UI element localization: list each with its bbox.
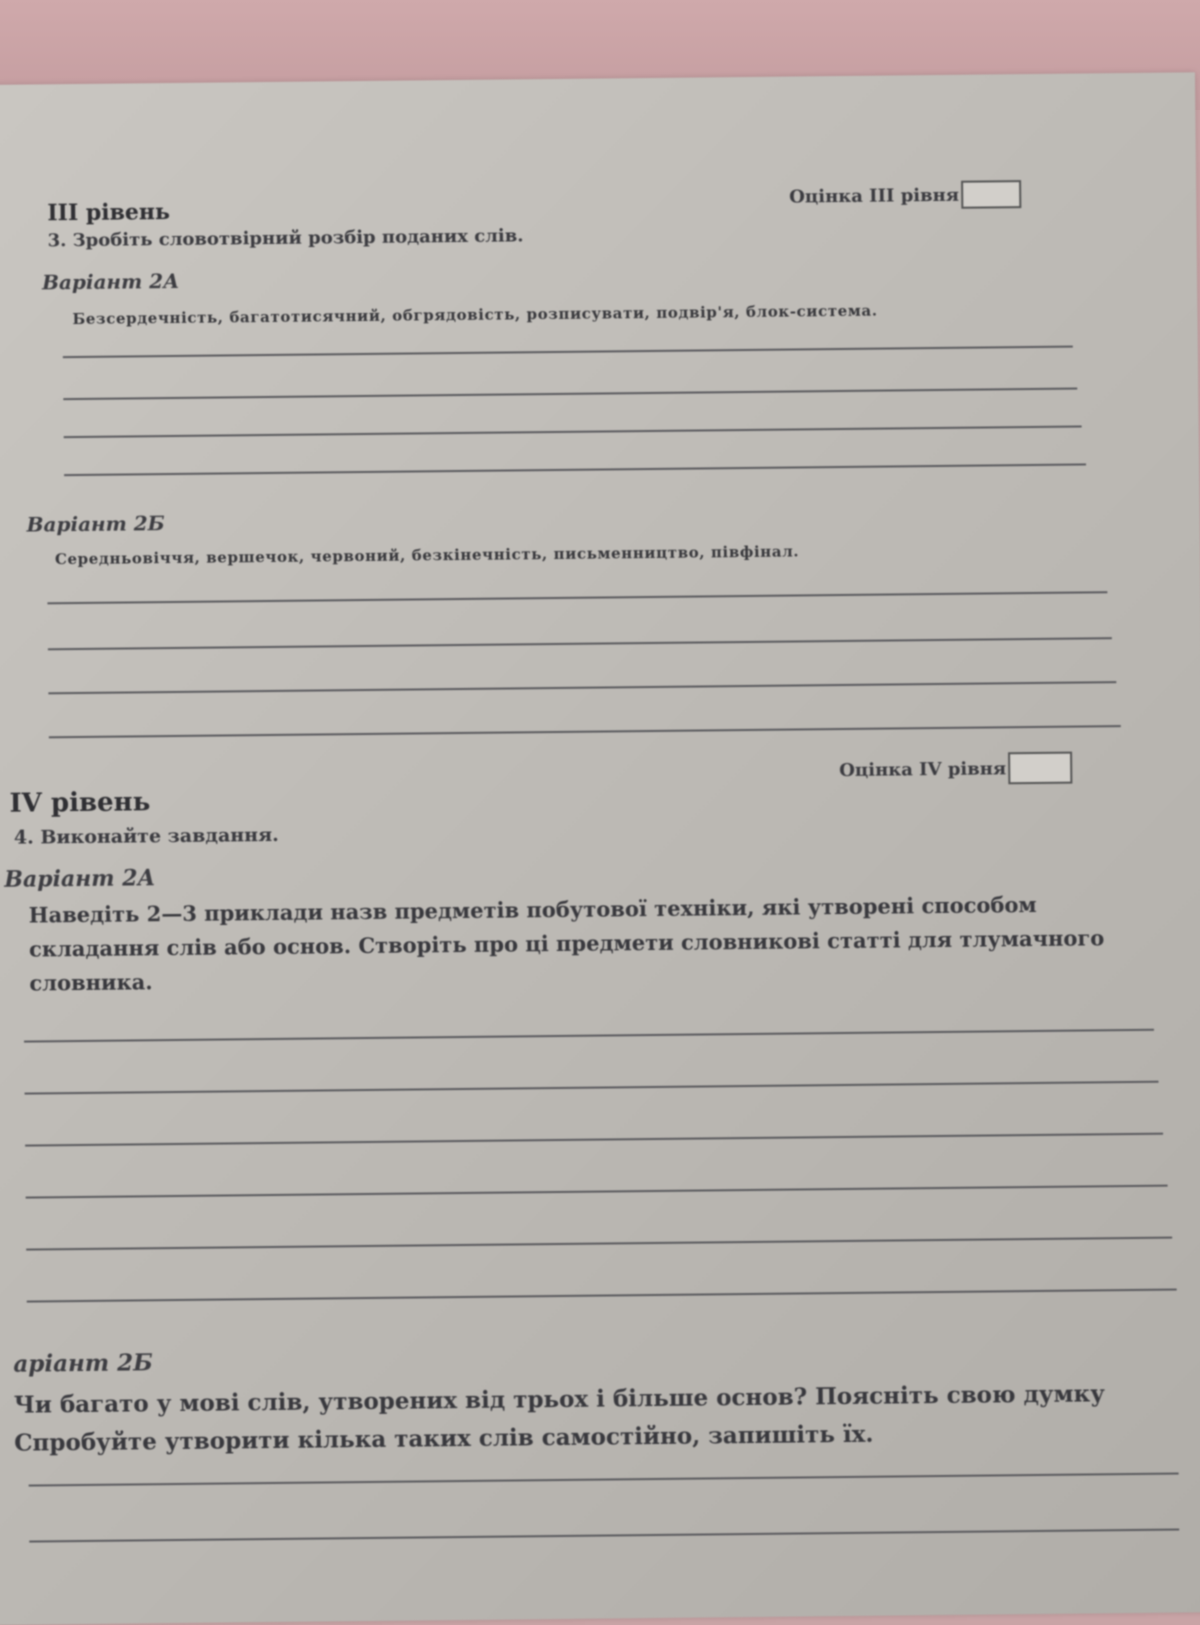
level-4-variant-a-line-2: складання слів або основ. Створіть про ці предмети словникові статті для тлумачного: [28, 925, 1105, 962]
answer-line[interactable]: [48, 681, 1116, 694]
answer-line[interactable]: [26, 1237, 1172, 1251]
level-4-title: IV рівень: [9, 787, 151, 819]
answer-line[interactable]: [27, 1289, 1177, 1303]
answer-line[interactable]: [24, 1029, 1154, 1043]
worksheet-page: [0, 72, 1200, 1625]
level-4-variant-a-text: [29, 886, 1180, 1000]
level-4-variant-b-text: [14, 1374, 1200, 1462]
level-3-variant-a-words: Безсердечність, багатотисячний, обгрядовість, розписувати, подвір'я, блок-система.: [72, 301, 878, 329]
answer-line[interactable]: [25, 1081, 1159, 1095]
level-3-grade-box[interactable]: [961, 180, 1021, 209]
answer-line[interactable]: [63, 388, 1077, 401]
level-4-grade: [839, 752, 1072, 786]
level-4-grade-label: Оцінка IV рівня: [839, 757, 1007, 781]
answer-line[interactable]: [48, 637, 1112, 650]
level-3-grade: [789, 180, 1021, 210]
answer-line[interactable]: [64, 425, 1082, 438]
level-4-variant-b-line-1: Чи багато у мові слів, утворених від трьох і більше основ? Поясніть свою думку: [13, 1380, 1106, 1419]
answer-line[interactable]: [64, 463, 1086, 476]
level-3-title: ІІІ рівень: [47, 199, 171, 227]
level-4-variant-b-line-2: Спробуйте утворити кілька таких слів самостійно, запишіть їх.: [14, 1420, 874, 1457]
level-4-variant-a-label: Варіант 2А: [4, 865, 156, 893]
answer-line[interactable]: [49, 725, 1121, 738]
level-3-variant-b-words: Середньовіччя, вершечок, червоний, безкінечність, письменництво, півфінал.: [54, 542, 800, 569]
answer-line[interactable]: [63, 346, 1073, 359]
level-4-variant-a-line-3: словника.: [29, 969, 153, 996]
level-4-variant-a-line-1: Наведіть 2—3 приклади назв предметів побутової техніки, які утворені способом: [28, 891, 1037, 928]
level-4-task: 4. Виконайте завдання.: [13, 823, 279, 849]
level-3-grade-label: Оцінка ІІІ рівня: [789, 184, 960, 208]
answer-line[interactable]: [29, 1529, 1179, 1543]
level-4-grade-box[interactable]: [1008, 752, 1072, 785]
answer-line[interactable]: [47, 591, 1107, 604]
level-4-variant-b-label: аріант 2Б: [13, 1349, 153, 1378]
level-3-variant-b-label: Варіант 2Б: [26, 511, 165, 537]
level-3-variant-a-label: Варіант 2А: [41, 268, 180, 295]
answer-line[interactable]: [26, 1185, 1168, 1199]
answer-line[interactable]: [29, 1473, 1179, 1487]
level-3-task: 3. Зробіть словотвірний розбір поданих слів.: [47, 225, 524, 252]
answer-line[interactable]: [25, 1133, 1163, 1147]
